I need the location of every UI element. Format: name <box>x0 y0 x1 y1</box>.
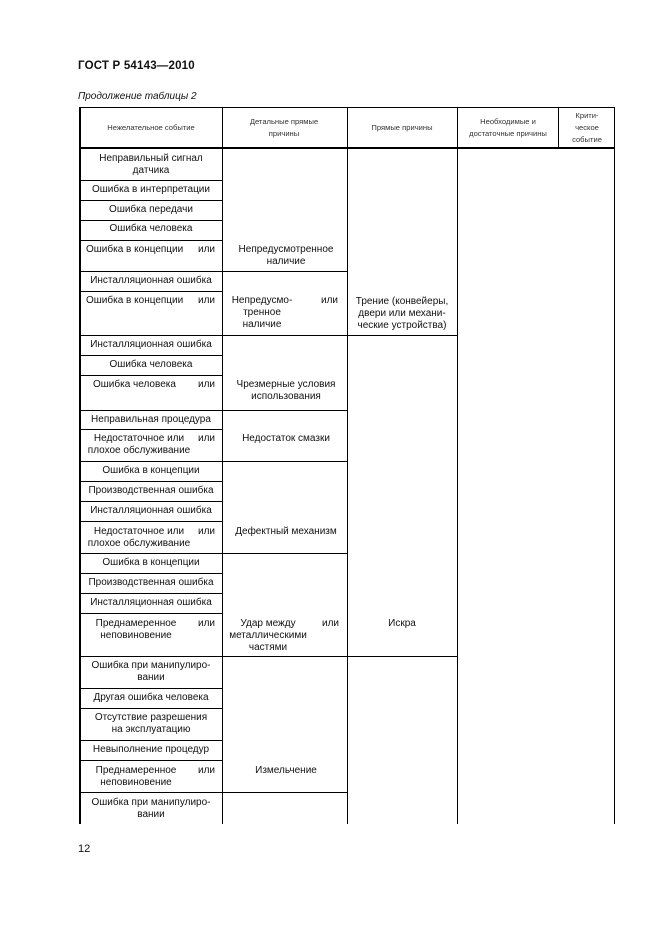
table-rule <box>558 107 559 147</box>
table-rule <box>79 240 222 241</box>
or-label: или <box>198 618 216 629</box>
table-cell-detailed-cause: Измельчение <box>255 765 317 776</box>
table-cell-event: Инсталляционная ошибка <box>90 597 212 608</box>
table-rule <box>79 429 222 430</box>
document-title: ГОСТ Р 54143—2010 <box>78 60 195 72</box>
table-rule <box>222 107 223 824</box>
table-rule <box>457 107 458 824</box>
table-cell-event: Инсталляционная ошибка <box>90 275 212 286</box>
table-rule <box>222 792 347 793</box>
or-label: или <box>198 295 216 306</box>
table-rule <box>79 613 222 614</box>
table-cell-event: Ошибка в концепции <box>102 465 200 476</box>
table-cell-event: Преднамеренное неповиновение <box>95 765 177 788</box>
table-rule <box>79 335 222 336</box>
table-cell-event: Ошибка в интерпретации <box>92 184 210 195</box>
table-rule <box>222 656 457 657</box>
table-cell-event: Ошибка человека <box>109 359 193 370</box>
header-necessary-causes: Необходимые и достаточные причины <box>469 117 547 138</box>
table-cell-event: Инсталляционная ошибка <box>90 339 212 350</box>
table-cell-event: Неправильный сигнал датчика <box>99 153 203 176</box>
table-rule <box>79 375 222 376</box>
table-cell-detailed-cause: Непредусмотренное наличие <box>238 244 334 267</box>
table-cell-detailed-cause: Недостаток смазки <box>242 433 330 444</box>
table-rule <box>79 740 222 741</box>
table-rule <box>79 200 222 201</box>
table-cell-event: Отсутствие разрешения на эксплуатацию <box>94 712 208 735</box>
header-undesired-event: Нежелательное событие <box>107 123 195 132</box>
or-label: или <box>322 618 340 629</box>
table-cell-event: Преднамеренное неповиновение <box>95 618 177 641</box>
table-rule <box>222 410 347 411</box>
table-rule <box>79 792 222 793</box>
table-cell-event: Инсталляционная ошибка <box>90 505 212 516</box>
table-cell-event: Производственная ошибка <box>88 577 214 588</box>
header-critical-event: Крити-ческое событие <box>572 111 602 144</box>
table-cell-event: Ошибка в концепции <box>86 244 184 255</box>
table-rule <box>347 107 348 824</box>
header-detailed-causes: Детальные прямые причины <box>249 117 319 138</box>
table-rule <box>79 220 222 221</box>
or-label: или <box>198 244 216 255</box>
table-rule <box>79 593 222 594</box>
table-cell-event: Невыполнение процедур <box>92 744 210 755</box>
table-cell-event: Другая ошибка человека <box>93 692 209 703</box>
table-rule <box>79 708 222 709</box>
table-cell-event: Ошибка передачи <box>109 204 193 215</box>
table-rule <box>222 271 347 272</box>
table-rule <box>79 107 81 824</box>
table-cell-direct-cause: Трение (конвейеры, двери или механи-ческие устройства) <box>355 296 449 331</box>
table-rule <box>79 180 222 181</box>
or-label: или <box>321 295 339 306</box>
table-rule <box>79 291 222 292</box>
table-cell-event: Ошибка человека <box>93 379 176 390</box>
table-rule <box>222 335 457 336</box>
table-rule <box>79 656 222 657</box>
table-rule <box>79 760 222 761</box>
table-rule <box>79 355 222 356</box>
table-rule <box>79 481 222 482</box>
table-cell-event: Ошибка человека <box>109 223 193 234</box>
table-cell-event: Ошибка в концепции <box>86 295 184 306</box>
or-label: или <box>198 765 216 776</box>
header-direct-causes: Прямые причины <box>371 123 433 132</box>
table-rule <box>222 461 347 462</box>
table-cell-event: Ошибка при манипулиро-вании <box>91 797 211 820</box>
table-rule <box>79 501 222 502</box>
table-cell-event: Недостаточное или плохое обслуживание <box>87 526 191 549</box>
table-cell-detailed-cause: Дефектный механизм <box>235 526 337 537</box>
table-rule <box>79 573 222 574</box>
table-cell-event: Ошибка в концепции <box>102 557 200 568</box>
table-caption: Продолжение таблицы 2 <box>78 91 197 102</box>
page-number: 12 <box>78 843 91 855</box>
table-rule <box>79 410 222 411</box>
table-cell-event: Недостаточное или плохое обслуживание <box>87 433 191 456</box>
table-cell-detailed-cause: Чрезмерные условия использования <box>236 379 336 402</box>
or-label: или <box>198 526 216 537</box>
table-rule <box>79 461 222 462</box>
table-rule <box>79 553 222 554</box>
or-label: или <box>198 379 216 390</box>
table-cell-detailed-cause: Непредусмо-тренное наличие <box>231 295 293 330</box>
table-rule <box>79 521 222 522</box>
table-cell-event: Ошибка при манипулиро-вании <box>91 660 211 683</box>
or-label: или <box>198 433 216 444</box>
table-rule <box>614 107 615 824</box>
table-cell-event: Производственная ошибка <box>88 485 214 496</box>
table-cell-detailed-cause: Удар между металлическими частями <box>229 618 307 653</box>
table-cell-direct-cause: Искра <box>388 618 416 629</box>
table-rule <box>79 688 222 689</box>
table-rule <box>222 553 347 554</box>
table-rule <box>79 271 222 272</box>
table-cell-event: Неправильная процедура <box>91 414 211 425</box>
